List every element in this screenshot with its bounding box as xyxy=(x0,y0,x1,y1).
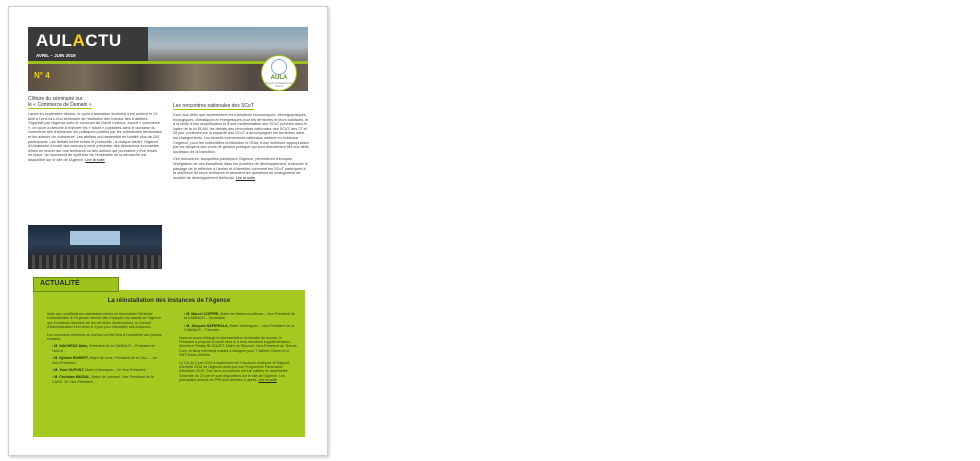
member-role: Maire d'Isbergues – Vice-Président de la CABBALR – Trésorier. xyxy=(184,323,295,333)
issue-number: N° 4 xyxy=(34,71,50,80)
right-read-more-link[interactable]: Lire la suite xyxy=(235,175,256,180)
badge-subtitle: Agence d'urbanisme de l'Artois xyxy=(265,82,293,88)
member-item: • M. Yves DUPONT, Maire d'Annequin – 2e Vice-Président ; xyxy=(52,368,148,373)
member-role: Maire de Leforest, Vice-Président de la CAHC- 3e Vice-Président ; xyxy=(52,375,154,384)
member-name: M. Jacques NAPIERALA, xyxy=(186,323,229,328)
right-body-1: Face aux défis que représentent les transitions économiques, démographiques, écologiques, climatiques et énergétiques pour les territoires et leurs habitants, et à la veille d'une simplification et d'une modernisation des SCoT prévues dans le cadre de la loi ELAN, les débats des rencontres nationales des SCoT, des 27 et 28 juin, porteront sur la capacité des SCoT à accompagner les territoires dans les changements. Les récents événements nationaux mettent en évidence l'urgence, pour les collectivités territoriales et l'État, d'une meilleure appropriation par les citoyens des choix de gestion publique qui sont directement liés aux défis sociétaux de la transition. xyxy=(173,113,309,154)
member-item: • M. Christian MUSIAL, Maire de Leforest, Vice-Président de la CAHC- 3e Vice-Président ; xyxy=(52,375,154,384)
issue-date: AVRIL – JUIN 2019 xyxy=(36,53,76,58)
left-title-line1: Clôture du séminaire sur xyxy=(28,96,83,102)
member-name: M. Marcel COFFRE, xyxy=(186,312,220,316)
right-article-title xyxy=(173,103,309,109)
left-article-title xyxy=(28,96,162,108)
member-role: Président de la CABBALR – Président de l'AULA ; xyxy=(52,344,156,353)
member-name: M. WACHEUX Alain, xyxy=(54,344,89,349)
actualite-paragraph-2: Les nouveaux membres du bureau ont été élus à l'unanimité aux postes suivants : xyxy=(47,332,162,342)
member-name: M. Sylvain ROBERT, xyxy=(54,356,89,361)
actualite-paragraph-4 xyxy=(179,361,297,383)
actualite-tab-label: ACTUALITÉ xyxy=(40,280,80,287)
actualite-read-more-link[interactable]: Lire la suite xyxy=(258,378,277,383)
projection-screen xyxy=(70,231,120,245)
actualite-box xyxy=(33,290,305,437)
member-role: Maire de Marles-les-Mines – Vice-Président de la CABBALR – Secrétaire ; xyxy=(184,312,296,321)
seminar-photo xyxy=(28,225,162,269)
member-role: Maire de Lens, Président de la CALL – 1er Vice-Président ; xyxy=(52,356,158,365)
members-list-left xyxy=(47,344,165,384)
logo-accent: A xyxy=(72,31,86,50)
left-title-line2: le « Commerce de Demain » xyxy=(28,102,92,108)
member-item: • M. Sylvain ROBERT, Maire de Lens, Président de la CALL – 1er Vice-Président ; xyxy=(52,356,158,365)
actualite-paragraph-3: Dans un souci d'élargir la représentation territoriale du bureau, le Président a proposé d'ouvrir celui-ci à trois membres supplémentaires : Monsieur Freddy BLOQUET, Maire de Sincourt, Vice-Président de Ternois Com, et deux membres restant à désigner pour 7 Vallées Comm et le SMT Artois Gohelle. xyxy=(179,335,297,358)
actualite-tab xyxy=(33,277,119,292)
actualite-left-column xyxy=(47,312,165,387)
tree-icon xyxy=(271,59,287,75)
member-name: M. Christian MUSIAL, xyxy=(54,375,91,380)
member-item: • M. Marcel COFFRE, Maire de Marles-les-Mines – Vice-Président de la CABBALR – Secrétaire ; xyxy=(184,312,296,321)
left-article xyxy=(28,96,162,163)
newsletter-header xyxy=(28,27,308,91)
right-title-text: Les rencontres nationales des SCoT xyxy=(173,103,254,109)
audience xyxy=(28,255,162,269)
badge-name: AULA xyxy=(270,75,288,81)
actualite-right-column xyxy=(179,312,297,386)
member-item: • M. WACHEUX Alain, Président de la CABBALR – Président de l'AULA ; xyxy=(52,344,156,353)
actualite-paragraph-1: Suite aux modifications statutaires votées en Assemblée Générale extraordinaire le 18 janvier dernier afin d'adapter les statuts de l'Agence aux évolutions récentes de son territoire d'intervention, le Conseil d'Administration s'est réuni le 3 juin pour réinstaller ses instances. xyxy=(47,312,162,330)
right-article xyxy=(173,103,309,180)
actualite-p4-text: Le CA du 3 juin 2019 a également été l'occasion d'adopter le Rapport d'Activité 2018 de l'Agence ainsi que son Programme Partenarial d'Activités 2019. Ces deux documents ont été validés en Assemblée Générale du 24 juin et sont disponibles sur le site de l'Agence. Les principales actions du PPA sont décrites ci-après. xyxy=(179,360,290,383)
aula-logo-badge xyxy=(261,55,297,91)
logo-suffix: CTU xyxy=(85,31,122,50)
member-name: M. Yves DUPONT, xyxy=(54,368,85,373)
member-item: • M. Jacques NAPIERALA, Maire d'Isbergues – Vice-Président de la CABBALR – Trésorier. xyxy=(184,323,295,333)
left-body-text: Lancé en septembre dernier, le cycle d'animation territorial s'est achevé le 24 avril à Lens lors d'un séminaire de restitution des travaux des 6 ateliers. Organisé par l'Agence avec le concours de David Lestoux, expert « commerce », ce cycle a cherché à explorer les « futurs » possibles dans le domaine du commerce afin d'alimenter les politiques portées par les collectivités territoriales et les acteurs du commerce. Les ateliers ont rassemblé en totalité plus de 200 participants. Les débats furent riches et productifs ; à chaque atelier, l'Agence d'Urbanisme a invité des acteurs à venir présenter des démarches innovantes mises en œuvre sur nos territoires ou des actions qui pourraient y être mises en place. Un document de synthèse de l'ensemble de la démarche est disponible sur le site de l'Agence. xyxy=(28,112,162,162)
actualite-title: La réinstallation des instances de l'Agence xyxy=(107,298,231,304)
newsletter-page xyxy=(8,6,328,456)
right-body-2: Ces rencontres, auxquelles participera l'Agence, permettront d'évoquer l'intégration de ces transitions dans les modèles de développement, d'aborder le passage de la réflexion à l'action et d'identifier comment les SCoT participent à la résilience de leurs territoires et abordent les questions de changement de modèle de développement territorial. xyxy=(173,157,308,180)
left-read-more-link[interactable]: Lire la suite xyxy=(85,157,105,162)
members-list-right xyxy=(179,312,297,333)
member-role: Maire d'Annequin – 2e Vice-Président ; xyxy=(85,368,148,373)
logo-prefix: AUL xyxy=(36,31,73,50)
newsletter-logo xyxy=(36,31,122,51)
right-body-2-wrap xyxy=(173,157,309,180)
left-article-body xyxy=(28,112,162,163)
